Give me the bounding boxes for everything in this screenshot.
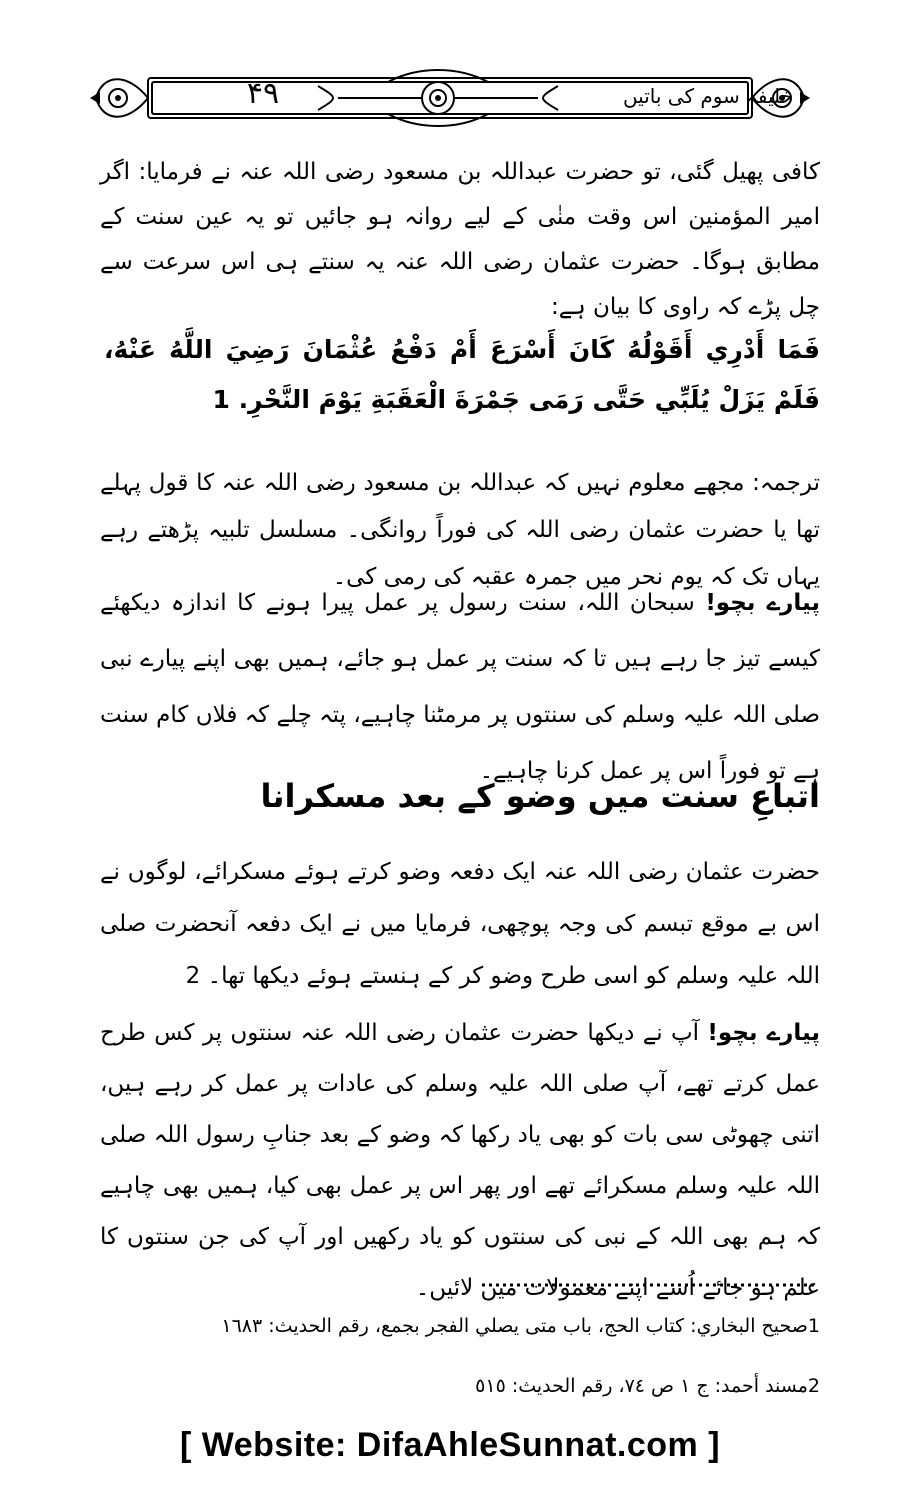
footnotes	[100, 1296, 820, 1416]
website-banner: [ Website: DifaAhleSunnat.com ]	[179, 1426, 721, 1464]
arabic-quote-text: فَمَا أَدْرِي أَقَوْلُهُ كَانَ أَسْرَعَ أَمْ دَفْعُ عُثْمَانَ رَضِيَ اللَّهُ عَنْهُ، فَلَمْ يَزَلْ يُلَبِّي حَتَّى رَمَى جَمْرَةَ الْعَقَبَةِ يَوْمَ النَّحْرِ.	[104, 335, 820, 414]
body-paragraph-3	[100, 575, 820, 799]
translation-paragraph: ترجمہ: مجھے معلوم نہیں کہ عبداللہ بن مسعود رضی اللہ عنہ کا قول پہلے تھا یا حضرت عثمان رضی اللہ کی فوراً روانگی۔ مسلسل تلبیہ پڑھتے رہے یہاں تک کہ یوم نحر میں جمرہ عقبہ کی رمی کی۔	[100, 470, 820, 590]
body-paragraph-1: کافی پھیل گئی، تو حضرت عبداللہ بن مسعود رضی اللہ عنہ نے فرمایا: اگر امیر المؤمنین اس وقت منٰی کے لیے روانہ ہو جائیں تو یہ عین سنت کے مطابق ہوگا۔ حضرت عثمان رضی اللہ عنہ یہ سنتے ہی اس سرعت سے چل پڑے کہ راوی کا بیان ہے:	[100, 159, 820, 320]
paragraph-text: حضرت عثمان رضی اللہ عنہ ایک دفعہ وضو کرتے ہوئے مسکرائے، لوگوں نے اس بے موقع تبسم کی وجہ پوچھی، فرمایا میں نے ایک دفعہ آنحضرت صلی اللہ علیہ وسلم کو اسی طرح وضو کر کے ہنستے ہوئے دیکھا تھا۔	[100, 859, 820, 989]
footnote-divider	[480, 1281, 820, 1289]
section-heading: اتباعِ سنت میں وضو کے بعد مسکرانا	[260, 777, 820, 815]
footnote-2: 2مسند أحمد: ج ١ ص ٧٤، رقم الحديث: ٥١٥	[475, 1375, 820, 1397]
running-title: خلیفہ سوم کی باتیں	[622, 84, 794, 108]
body-paragraph-4	[100, 846, 820, 1002]
body-paragraph-5	[100, 1008, 820, 1314]
paragraph-lead: پیارے بچو!	[705, 590, 820, 616]
footnote-ref-1: 1	[212, 385, 230, 414]
page-number: ۴۹	[246, 76, 280, 111]
footnote-ref-2: 2	[185, 963, 201, 989]
footnote-1: 1صحيح البخاري: كتاب الحج، باب متى يصلي الفجر بجمع، رقم الحديث: ١٦٨٣	[221, 1315, 820, 1337]
paragraph-lead: پیارے بچو!	[707, 1020, 821, 1046]
arabic-quote	[104, 325, 820, 425]
paragraph-text: آپ نے دیکھا حضرت عثمان رضی اللہ عنہ سنتوں پر کس طرح عمل کرتے تھے، آپ صلی اللہ علیہ وسلم کی عادات پر عمل کر رہے ہیں، اتنی چھوٹی سی بات کو بھی یاد رکھا کہ وضو کے بعد جنابِ رسول اللہ صلی اللہ علیہ وسلم مسکرائے تھے اور پھر اس پر عمل بھی کیا، ہمیں بھی چاہیے کہ ہم بھی اللہ کے نبی کی سنتوں کو یاد رکھیں اور آپ کی جن سنتوں کا علم ہو جائے اُسے اپنے معمولات میں لائیں۔	[100, 1020, 820, 1301]
page-header-ornament	[88, 68, 812, 128]
paragraph-text: سبحان اللہ، سنت رسول پر عمل پیرا ہونے کا اندازہ دیکھئے کیسے تیز جا رہے ہیں تا کہ سنت پر عمل ہو جائے، ہمیں بھی اپنے پیارے نبی صلی اللہ علیہ وسلم کی سنتوں پر مرمٹنا چاہیے، پتہ چلے کہ فلاں کام سنت ہے تو فوراً اس پر عمل کرنا چاہیے۔	[100, 590, 820, 784]
